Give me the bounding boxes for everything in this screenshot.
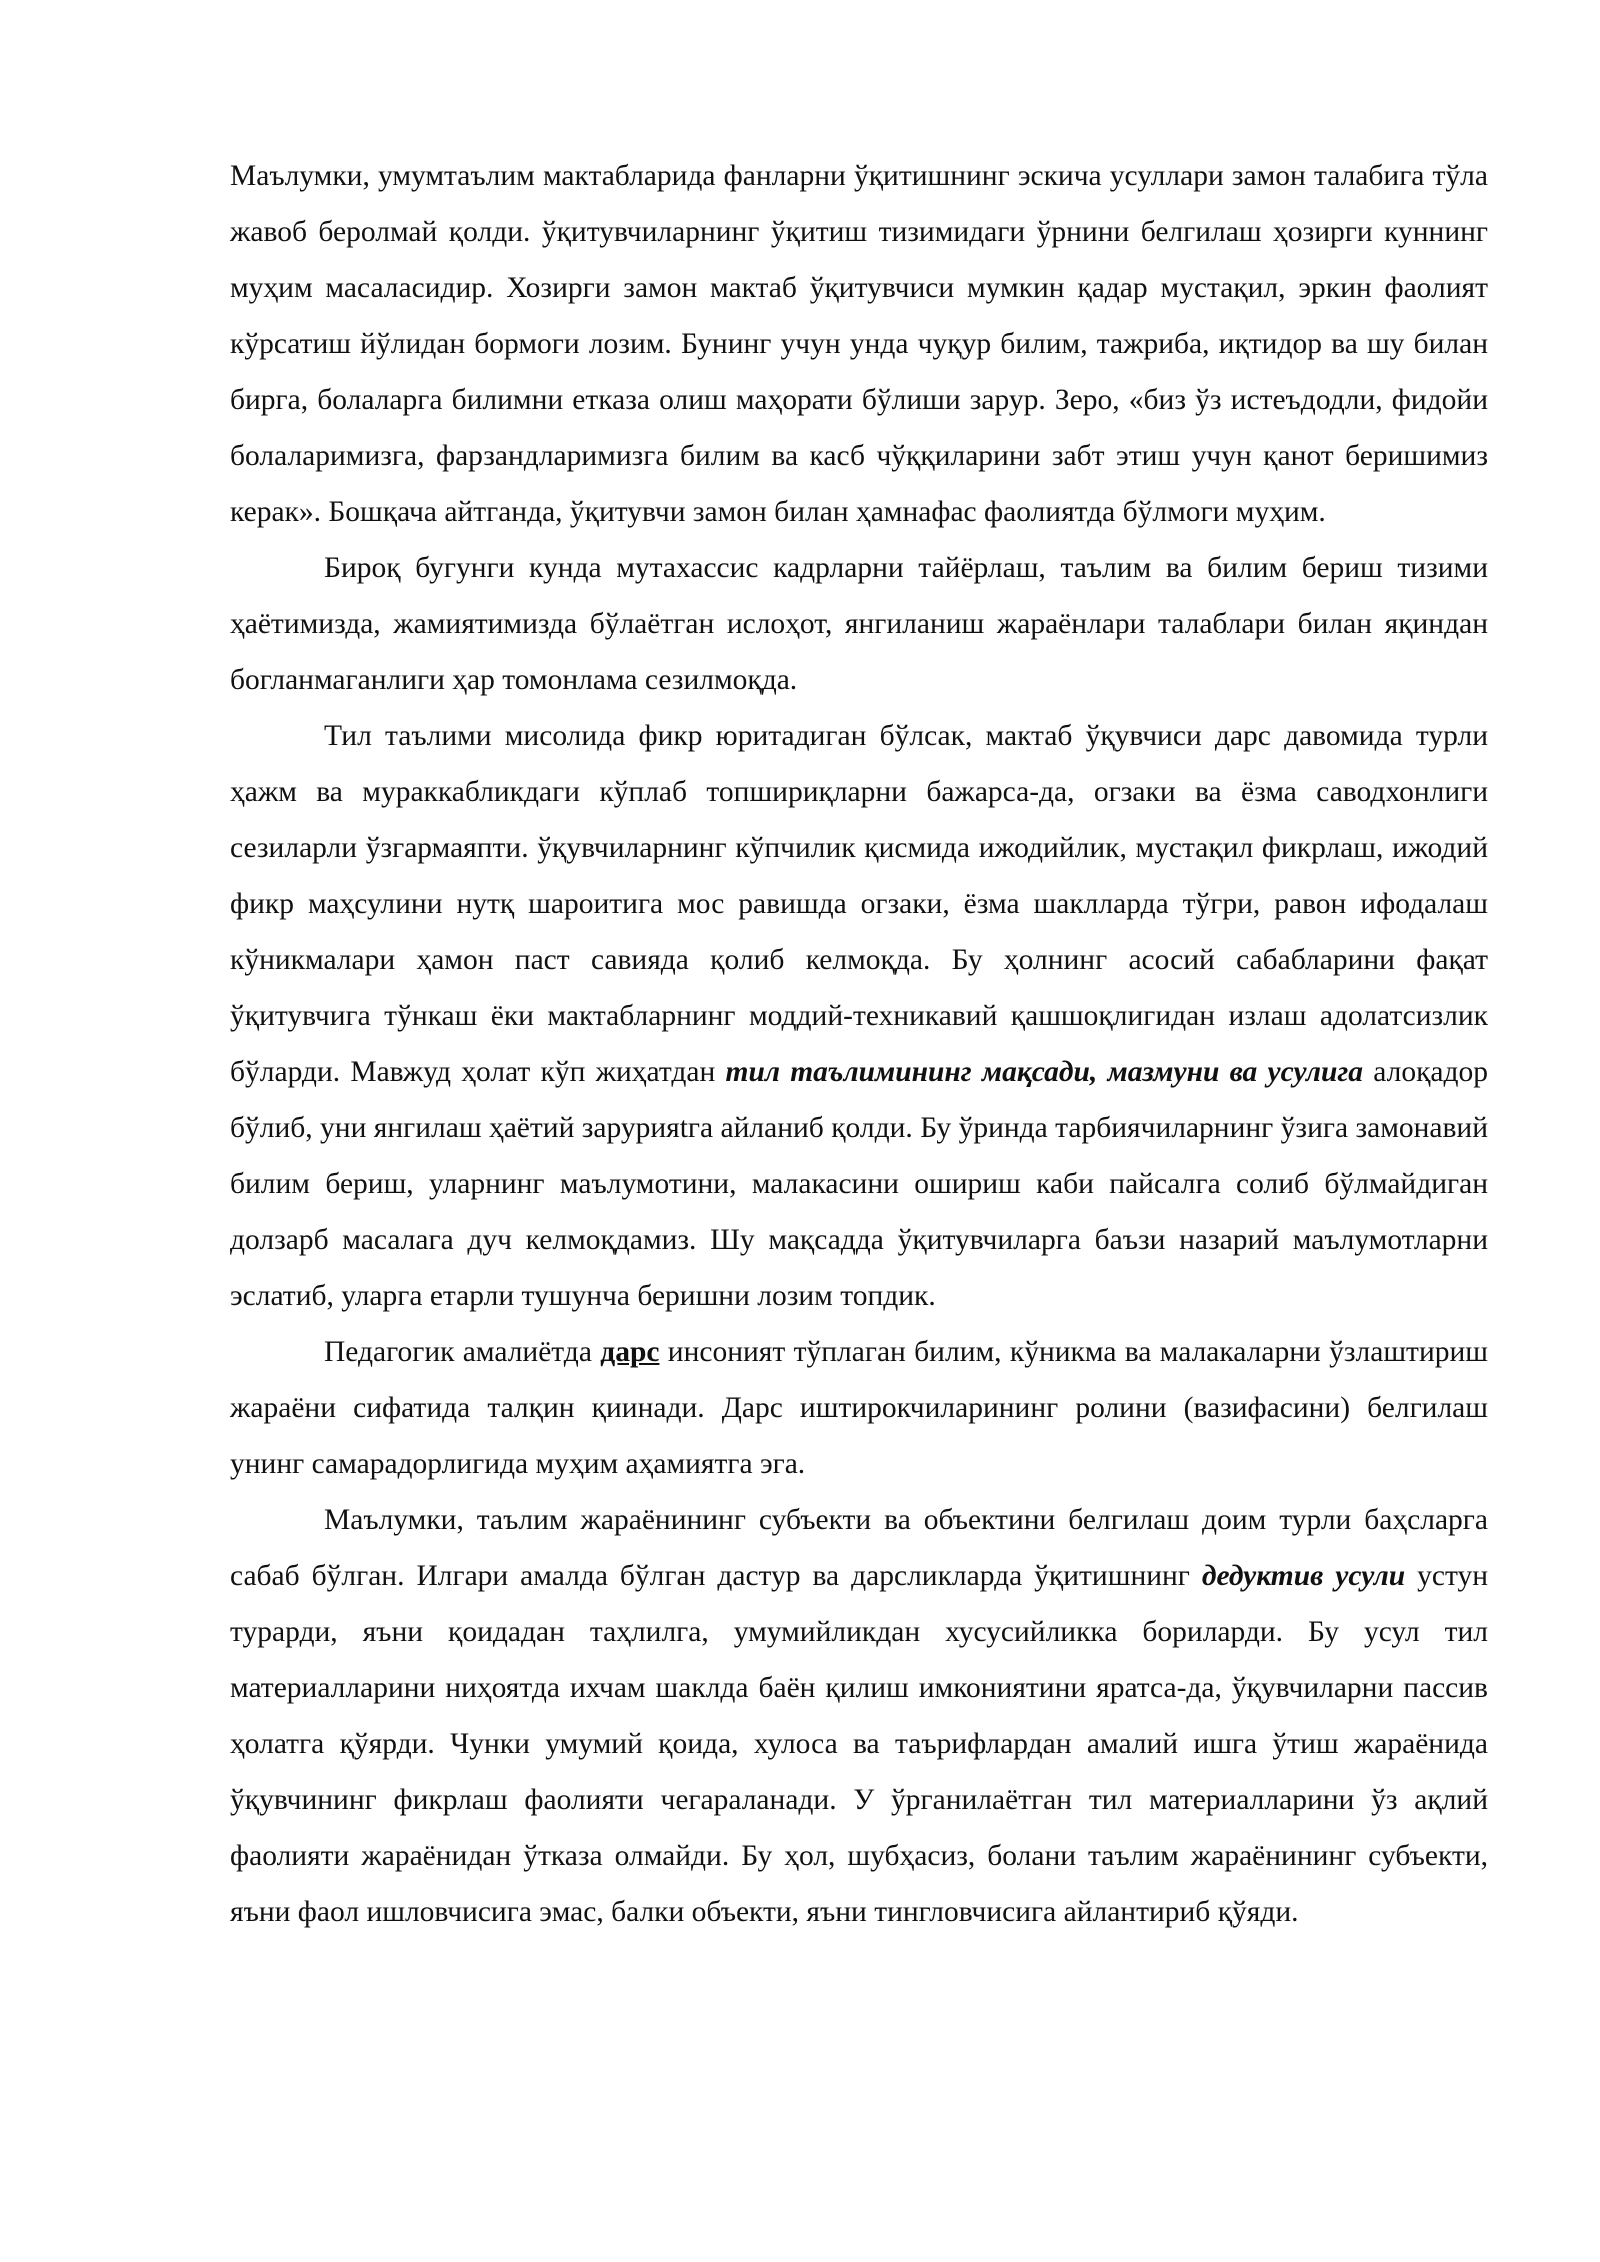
paragraph-4-text-after: инсоният тўплаган билим, кўникма ва малакаларни ўзлаштириш жараёни сифатида талқин қиинади. Дарс иштирокчиларининг ролини (вазифасини) белгилаш унинг самарадорлигида муҳим аҳамиятга эга. [230, 1336, 1488, 1480]
paragraph-4-text-before: Педагогик амалиётда [324, 1336, 601, 1368]
paragraph-4 [230, 1324, 1488, 1492]
paragraph-3 [230, 708, 1488, 1324]
paragraph-3-text-before: Тил таълими мисолида фикр юритадиган бўлсак, мактаб ўқувчиси дарс давомида турли ҳажм ва мураккабликдаги кўплаб топшириқларни бажарса-да, огзаки ва ёзма саводхонлиги сезиларли ўзгармаяпти. ўқувчиларнинг кўпчилик қисмида ижодийлик, мустақил фикрлаш, ижодий фикр маҳсулини нутқ шароитига мос равишда огзаки, ёзма шаклларда тўгри, равон ифодалаш кўникмалари ҳамон паст савияда қолиб келмоқда. Бу ҳолнинг асосий сабабларини фақат ўқитувчига тўнкаш ёки мактабларнинг моддий-техникавий қашшоқлигидан излаш адолатсизлик бўларди. Мавжуд ҳолат кўп жиҳатдан [230, 720, 1488, 1088]
paragraph-5-text-before: Маълумки, таълим жараёнининг субъекти ва объектини белгилаш доим турли баҳсларга сабаб бўлган. Илгари амалда бўлган дастур ва дарсликларда ўқитишнинг [230, 1504, 1488, 1592]
paragraph-1-text: Маълумки, умумтаълим мактабларида фанларни ўқитишнинг эскича усуллари замон талабига тўла жавоб беролмай қолди. ўқитувчиларнинг ўқитиш тизимидаги ўрнини белгилаш ҳозирги куннинг муҳим масаласидир. Хозирги замон мактаб ўқитувчиси мумкин қадар мустақил, эркин фаолият кўрсатиш йўлидан бормоги лозим. Бунинг учун унда чуқур билим, тажриба, иқтидор ва шу билан бирга, болаларга билимни етказа олиш маҳорати бўлиши зарур. Зеро, «биз ўз истеъдодли, фидойи болаларимизга, фарзандларимизга билим ва касб чўққиларини забт этиш учун қанот беришимиз керак». Бошқача айтганда, ўқитувчи замон билан ҳамнафас фаолиятда бўлмоги муҳим. [230, 160, 1488, 528]
paragraph-2 [230, 540, 1488, 708]
paragraph-4-keyword: дарс [600, 1336, 660, 1368]
paragraph-3-text-after: алоқадор бўлиб, уни янгилаш ҳаётий зарурияtга айланиб қолди. Бу ўринда тарбиячиларнинг ўзига замонавий билим бериш, уларнинг маълумотини, малакасини ошириш каби пайсалга солиб бўлмайдиган долзарб масалага дуч келмоқдамиз. Шу мақсадда ўқитувчиларга баъзи назарий маълумотларни эслатиб, уларга етарли тушунча беришни лозим топдик. [230, 1056, 1489, 1312]
paragraph-5 [230, 1492, 1488, 1940]
paragraph-5-emphasis: дедуктив усули [1201, 1560, 1406, 1592]
paragraph-3-emphasis: тил таълимининг мақсади, мазмуни ва усулига [725, 1056, 1364, 1088]
document-page [230, 148, 1488, 1940]
paragraph-5-text-after: устун турарди, яъни қоидадан таҳлилга, умумийликдан хусусийликка бориларди. Бу усул тил материалларини ниҳоятда ихчам шаклда баён қилиш имкониятини яратса-да, ўқувчиларни пассив ҳолатга қўярди. Чунки умумий қоида, хулоса ва таърифлардан амалий ишга ўтиш жараёнида ўқувчининг фикрлаш фаолияти чегараланади. У ўрганилаётган тил материалларини ўз ақлий фаолияти жараёнидан ўтказа олмайди. Бу ҳол, шубҳасиз, болани таълим жараёнининг субъекти, яъни фаол ишловчисига эмас, балки объекти, яъни тингловчисига айлантириб қўяди. [230, 1560, 1489, 1928]
paragraph-2-text: Бироқ бугунги кунда мутахассис кадрларни тайёрлаш, таълим ва билим бериш тизими ҳаётимизда, жамиятимизда бўлаётган ислоҳот, янгиланиш жараёнлари талаблари билан яқиндан богланмаганлиги ҳар томонлама сезилмоқда. [230, 552, 1488, 696]
paragraph-1 [230, 148, 1488, 540]
